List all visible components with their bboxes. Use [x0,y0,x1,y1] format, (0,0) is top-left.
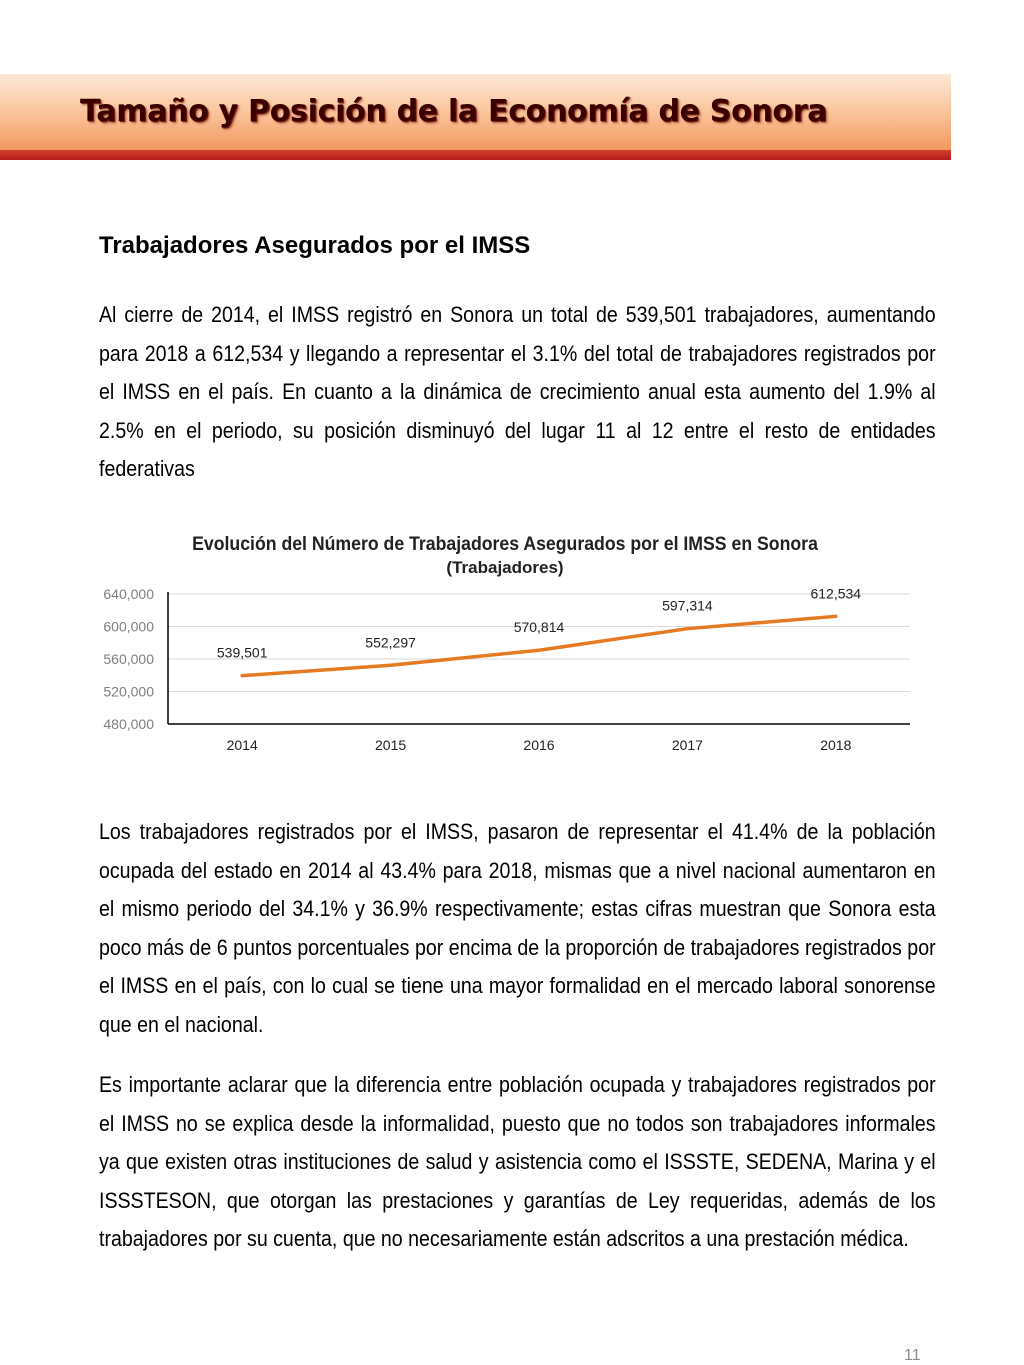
data-label: 612,534 [810,585,862,602]
data-point [538,649,541,652]
x-tick-label: 2016 [523,737,555,753]
header-banner-underline [0,150,951,160]
data-point [834,615,837,618]
data-point [241,674,244,677]
data-label: 597,314 [662,597,713,614]
data-label: 539,501 [216,644,268,661]
y-tick-label: 520,000 [103,683,154,700]
chart [90,530,920,765]
x-tick-label: 2018 [820,737,852,753]
data-label: 570,814 [513,619,565,636]
paragraph-3: Es importante aclarar que la diferencia entre población ocupada y trabajadores registrados por el IMSS no se explica desde la informalidad, puesto que no todos son trabajadores informales ya que existen otras instituciones de salud y asistencia como el ISSSTE, SEDENA, Marina y el ISSSTESON, que otorgan las prestaciones y garantías de Ley requeridas, además de los trabajadores por su cuenta, que no necesariamente están adscritos a una prestación médica. [99,1072,936,1251]
y-tick-label: 640,000 [103,586,154,602]
data-label: 552,297 [365,634,416,651]
chart-title: Evolución del Número de Trabajadores Asegurados por el IMSS en Sonora [192,534,818,555]
section-subtitle: Trabajadores Asegurados por el IMSS [99,232,531,259]
data-point [686,627,689,630]
y-tick-label: 480,000 [103,716,154,732]
paragraph-1: Al cierre de 2014, el IMSS registró en Sonora un total de 539,501 trabajadores, aumentando para 2018 a 612,534 y llegando a representar el 3.1% del total de trabajadores registrados por el IMSS en el país. En cuanto a la dinámica de crecimiento anual esta aumento del 1.9% al 2.5% en el periodo, su posición disminuyó del lugar 11 al 12 entre el resto de entidades federativas [99,302,936,481]
line-chart [90,580,920,765]
page-title: Tamaño y Posición de la Economía de Sonora [80,94,828,129]
x-tick-label: 2015 [375,737,407,753]
chart-subtitle: (Trabajadores) [446,558,564,577]
x-tick-label: 2017 [671,737,703,753]
data-point [389,664,392,667]
paragraph-2: Los trabajadores registrados por el IMSS, pasaron de representar el 41.4% de la población ocupada del estado en 2014 al 43.4% para 2018, mismas que a nivel nacional aumentaron en el mismo periodo del 34.1% y 36.9% respectivamente; estas cifras muestran que Sonora esta poco más de 6 puntos porcentuales por encima de la proporción de trabajadores registrados por el IMSS en el país, con lo cual se tiene una mayor formalidad en el mercado laboral sonorense que en el nacional. [99,819,936,1037]
x-tick-label: 2014 [226,737,258,753]
page-number: 11 [904,1347,921,1364]
y-tick-label: 560,000 [103,651,154,667]
y-tick-label: 600,000 [103,618,154,635]
